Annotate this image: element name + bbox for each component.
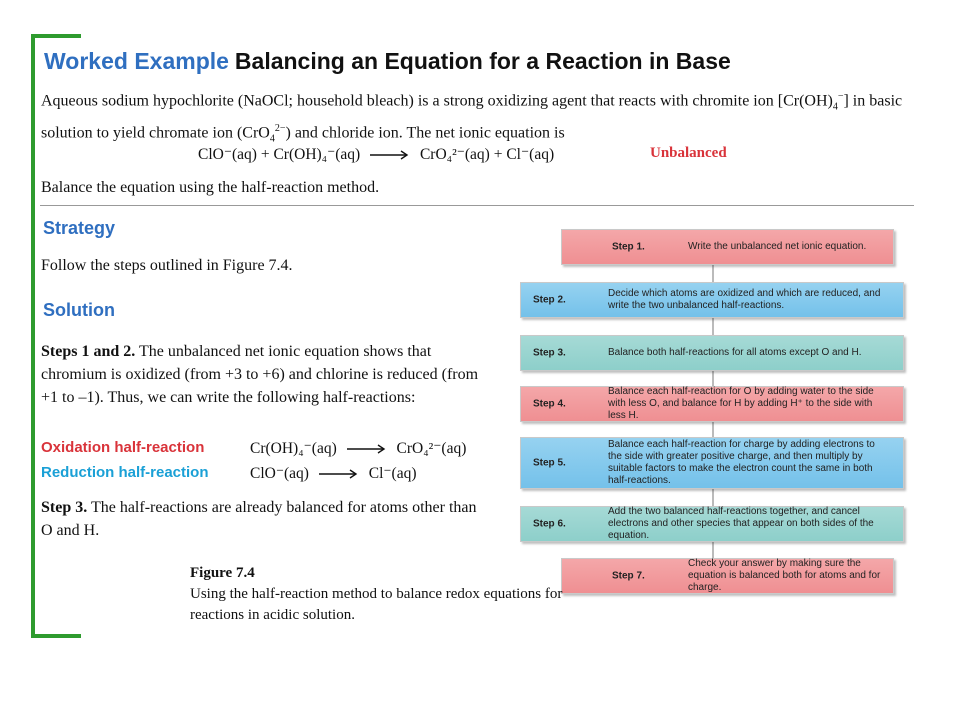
flow-step-label: Step 2. [533, 294, 566, 306]
reduction-label: Reduction half-reaction [41, 464, 209, 481]
flow-step-text: Balance both half-reactions for all atoms except O and H. [608, 347, 862, 358]
flow-step-text: Decide which atoms are oxidized and which are reduced, and write the two unbalanced half-reactions. [608, 288, 881, 311]
intro-part1: Aqueous sodium hypochlorite (NaOCl; household bleach) is a strong oxidizing agent that reacts with chromite ion [Cr(OH) [41, 92, 833, 110]
intro-part3: ) and chloride ion. The net ionic equation is [285, 123, 565, 141]
steps12-paragraph [41, 340, 487, 409]
reduction-equation [250, 464, 417, 483]
flow-step-label: Step 4. [533, 398, 566, 410]
flow-step-label: Step 3. [533, 347, 566, 359]
solution-heading: Solution [43, 300, 115, 320]
unbalanced-tag: Unbalanced [650, 145, 727, 161]
step3-label: Step 3. [41, 499, 88, 516]
flow-step-text: Add the two balanced half-reactions together, and cancel electrons and other species that appear on both sides of the equation. [608, 506, 874, 541]
balance-instruction: Balance the equation using the half-reaction method. [41, 179, 380, 196]
intro-paragraph: Aqueous sodium hypochlorite (NaOCl; household bleach) is a strong oxidizing agent that reacts with chromite ion $[Cr(OH)_4^-]$ in basic solution to yield chromate ion (CrO$_4^{2-}$) and chloride ion. The net ionic equation is [41, 91, 903, 145]
flow-step-label: Step 1. [612, 241, 645, 253]
oxidation-equation [250, 439, 466, 458]
reaction-arrow-icon [370, 150, 410, 160]
oxidation-label: Oxidation half-reaction [41, 439, 205, 456]
flow-connector [712, 489, 714, 506]
equation-rhs: CrO₄²⁻(aq) + Cl⁻(aq) [419, 146, 555, 163]
reaction-arrow-icon [319, 469, 359, 479]
flow-step-text: Balance each half-reaction for O by adding water to the side with less O, and balance for H by adding H⁺ to the side with less H. [608, 386, 874, 421]
page-title [44, 48, 731, 75]
bracket-top [31, 34, 81, 38]
flow-connector [712, 371, 714, 386]
flow-step-label: Step 6. [533, 518, 566, 530]
net-ionic-equation [198, 145, 554, 164]
flow-step-text: Write the unbalanced net ionic equation. [688, 241, 867, 252]
equation-lhs: ClO⁻(aq) + Cr(OH)₄⁻(aq) [198, 146, 361, 163]
figure-caption [190, 563, 570, 626]
bracket-bottom [31, 634, 81, 638]
title-text: Balancing an Equation for a Reaction in Base [234, 48, 731, 74]
flow-step-label: Step 5. [533, 457, 566, 469]
step3-text: The half-reactions are already balanced for atoms other than O and H. [41, 499, 477, 539]
flow-step-4 [520, 386, 904, 422]
oxidation-rhs: CrO₄²⁻(aq) [396, 440, 467, 457]
strategy-text: Follow the steps outlined in Figure 7.4. [41, 257, 293, 274]
reaction-arrow-icon [347, 444, 387, 454]
flow-step-2 [520, 282, 904, 318]
oxidation-lhs: Cr(OH)₄⁻(aq) [250, 440, 337, 457]
flow-connector [712, 265, 714, 282]
reduction-rhs: Cl⁻(aq) [368, 465, 417, 482]
caption-text: Using the half-reaction method to balance redox equations for reactions in acidic solution. [190, 586, 563, 623]
reduction-lhs: ClO⁻(aq) [250, 465, 309, 482]
steps12-text: The unbalanced net ionic equation shows that chromium is oxidized (from +3 to +6) and chlorine is reduced (from +1 to –1). Thus, we can write the following half-reactions: [41, 343, 479, 406]
intro-part2: ] in basic solution to yield chromate ion (CrO [41, 92, 903, 141]
flow-connector [712, 422, 714, 437]
title-label: Worked Example [44, 48, 229, 74]
flow-connector [712, 318, 714, 335]
flow-step-6 [520, 506, 904, 542]
flow-step-text: Balance each half-reaction for charge by adding electrons to the side with greater positive charge, and then multiply by suitable factors to make the electron count the same in both half-reactions. [608, 439, 875, 486]
flow-step-label: Step 7. [612, 570, 645, 582]
flow-step-text: Check your answer by making sure the equation is balanced both for atoms and for charge. [688, 558, 881, 593]
flow-step-1 [561, 229, 894, 265]
flow-step-7 [561, 558, 894, 594]
steps12-label: Steps 1 and 2. [41, 343, 136, 360]
caption-figure: Figure 7.4 [190, 565, 255, 581]
left-bracket [31, 34, 35, 638]
flow-connector [712, 542, 714, 558]
strategy-heading: Strategy [43, 218, 116, 238]
divider [40, 205, 914, 206]
flow-step-3 [520, 335, 904, 371]
flow-step-5 [520, 437, 904, 489]
step3-paragraph [41, 496, 487, 542]
